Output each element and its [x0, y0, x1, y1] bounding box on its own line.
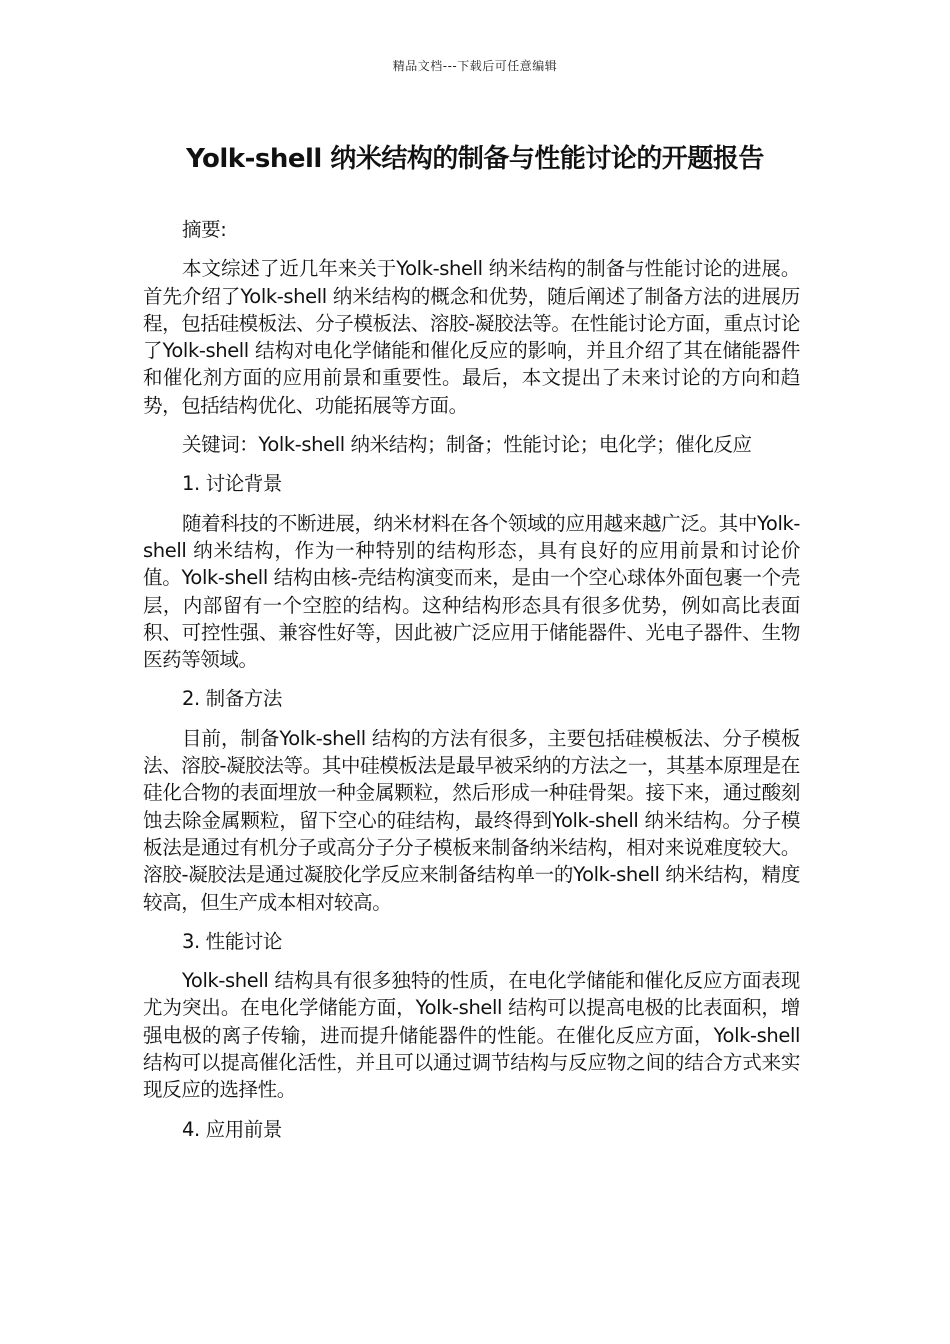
section-paragraph: 目前，制备Yolk-shell 结构的方法有很多，主要包括硅模板法、分子模板法、溶胶-凝胶法等。其中硅模板法是最早被采纳的方法之一，其基本原理是在硅化合物的表面埋放一种金属颗粒，然后形成一种硅骨架。接下来，通过酸刻蚀去除金属颗粒，留下空心的硅结构，最终得到Yolk-shell 纳米结构。分子模板法是通过有机分子或高分子分子模板来制备纳米结构，相对来说难度较大。溶胶-凝胶法是通过凝胶化学反应来制备结构单一的Yolk-shell 纳米结构，精度较高，但生产成本相对较高。: [143, 726, 800, 914]
section-paragraph: Yolk-shell 结构具有很多独特的性质，在电化学储能和催化反应方面表现尤为突出。在电化学储能方面，Yolk-shell 结构可以提高电极的比表面积，增强电极的离子传输，进而提升储能器件的性能。在催化反应方面，Yolk-shell 结构可以提高催化活性，并且可以通过调节结构与反应物之间的结合方式来实现反应的选择性。: [143, 969, 800, 1102]
section-paragraph: 随着科技的不断进展，纳米材料在各个领域的应用越来越广泛。其中Yolk-shell 纳米结构，作为一种特别的结构形态，具有良好的应用前景和讨论价值。Yolk-shell 结构由核-壳结构演变而来，是由一个空心球体外面包裹一个壳层，内部留有一个空腔的结构。这种结构形态具有很多优势，例如高比表面积、可控性强、兼容性好等，因此被广泛应用于储能器件、光电子器件、生物医药等领域。: [143, 511, 800, 672]
document-title: Yolk-shell 纳米结构的制备与性能讨论的开题报告: [186, 144, 764, 174]
abstract-paragraph: 本文综述了近几年来关于Yolk-shell 纳米结构的制备与性能讨论的进展。首先介绍了Yolk-shell 纳米结构的概念和优势，随后阐述了制备方法的进展历程，包括硅模板法、分子模板法、溶胶-凝胶法等。在性能讨论方面，重点讨论了Yolk-shell 结构对电化学储能和催化反应的影响，并且介绍了其在储能器件和催化剂方面的应用前景和重要性。最后，本文提出了未来讨论的方向和趋势，包括结构优化、功能拓展等方面。: [143, 257, 800, 417]
section-heading: 1. 讨论背景: [182, 472, 283, 496]
section-heading: 3. 性能讨论: [182, 929, 283, 953]
header-note: 精品文档---下载后可任意编辑: [392, 59, 558, 73]
abstract-label: 摘要:: [182, 218, 227, 241]
section-heading: 4. 应用前景: [182, 1117, 283, 1141]
document-body: [143, 216, 800, 1143]
keywords-paragraph: 关键词：Yolk-shell 纳米结构；制备；性能讨论；电化学；催化反应: [182, 433, 752, 457]
section-heading: 2. 制备方法: [182, 687, 283, 711]
